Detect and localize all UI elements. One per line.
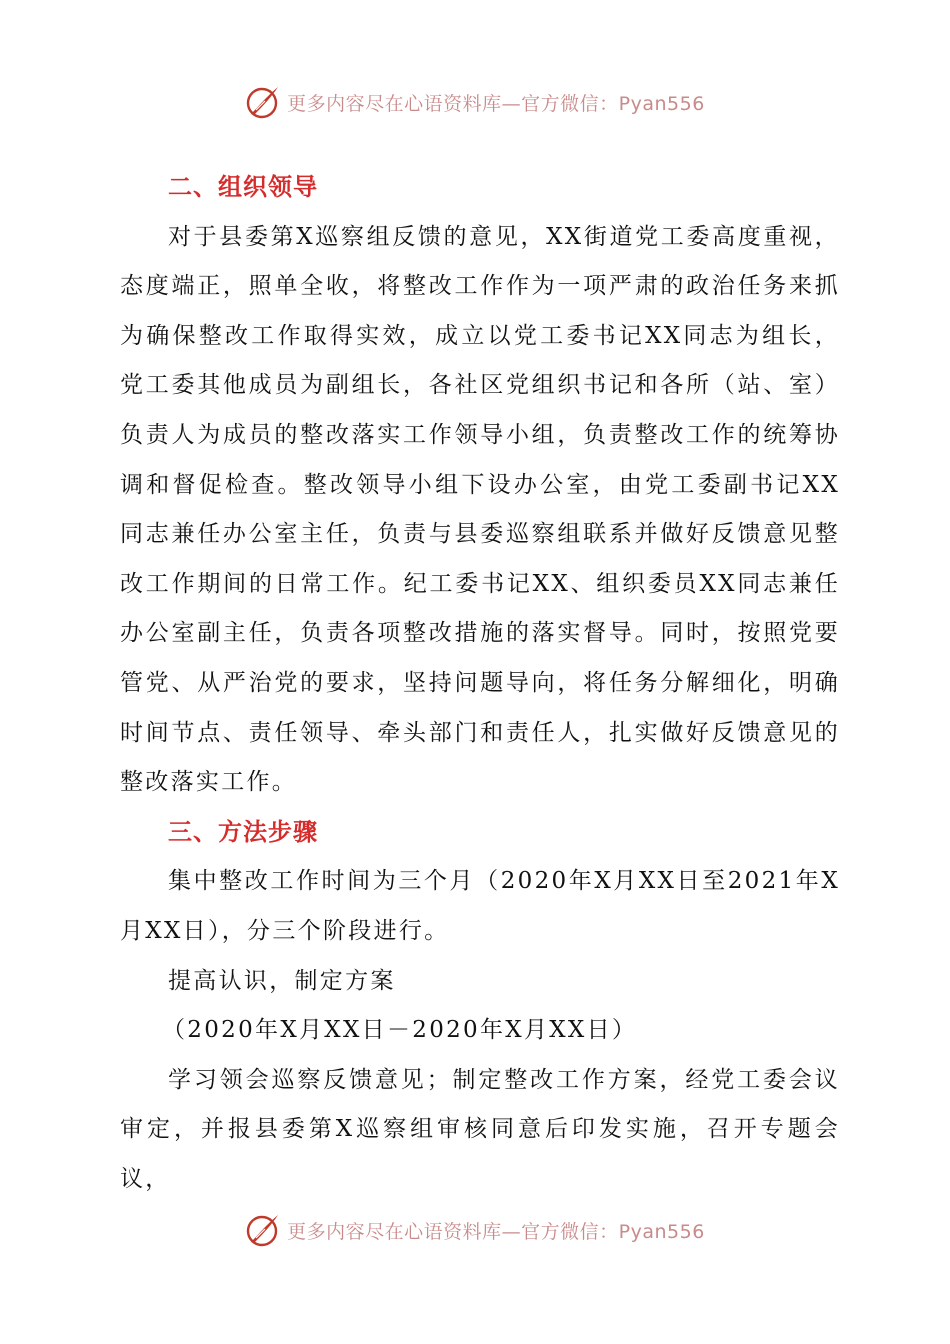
header-watermark-banner xyxy=(0,82,950,122)
watermark-text: 更多内容尽在心语资料库—官方微信： xyxy=(287,92,619,115)
wechat-id: Pyan556 xyxy=(618,1220,705,1243)
document-body xyxy=(120,163,840,1204)
watermark-text: 更多内容尽在心语资料库—官方微信： xyxy=(287,1220,619,1243)
section-heading-methods: 三、方法步骤 xyxy=(168,817,318,846)
quill-logo-icon xyxy=(245,1212,281,1248)
wechat-id: Pyan556 xyxy=(618,92,705,115)
phase1-paragraph: 学习领会巡察反馈意见；制定整改工作方案，经党工委会议审定，并报县委第X巡察组审核同意后印发实施，召开专题会议， xyxy=(120,1066,840,1192)
quill-logo-icon xyxy=(245,84,281,120)
phase1-title: 提高认识，制定方案 xyxy=(168,967,396,994)
phase1-dates: （2020年X月XX日－2020年X月XX日） xyxy=(162,1017,638,1044)
methods-intro-paragraph: 集中整改工作时间为三个月（2020年X月XX日至2021年X月XX日），分三个阶段进行。 xyxy=(120,868,840,944)
organization-paragraph: 对于县委第X巡察组反馈的意见，XX街道党工委高度重视，态度端正，照单全收，将整改工作作为一项严肃的政治任务来抓为确保整改工作取得实效，成立以党工委书记XX同志为组长，党工委其他成员为副组长，各社区党组织书记和各所（站、室）负责人为成员的整改落实工作领导小组，负责整改工作的统筹协调和督促检查。整改领导小组下设办公室，由党工委副书记XX同志兼任办公室主任，负责与县委巡察组联系并做好反馈意见整改工作期间的日常工作。纪工委书记XX、组织委员XX同志兼任办公室副主任，负责各项整改措施的落实督导。同时，按照党要管党、从严治党的要求，坚持问题导向，将任务分解细化，明确时间节点、责任领导、牵头部门和责任人，扎实做好反馈意见的整改落实工作。 xyxy=(120,223,840,796)
section-heading-organization: 二、组织领导 xyxy=(168,173,318,201)
footer-watermark-banner xyxy=(0,1210,950,1250)
